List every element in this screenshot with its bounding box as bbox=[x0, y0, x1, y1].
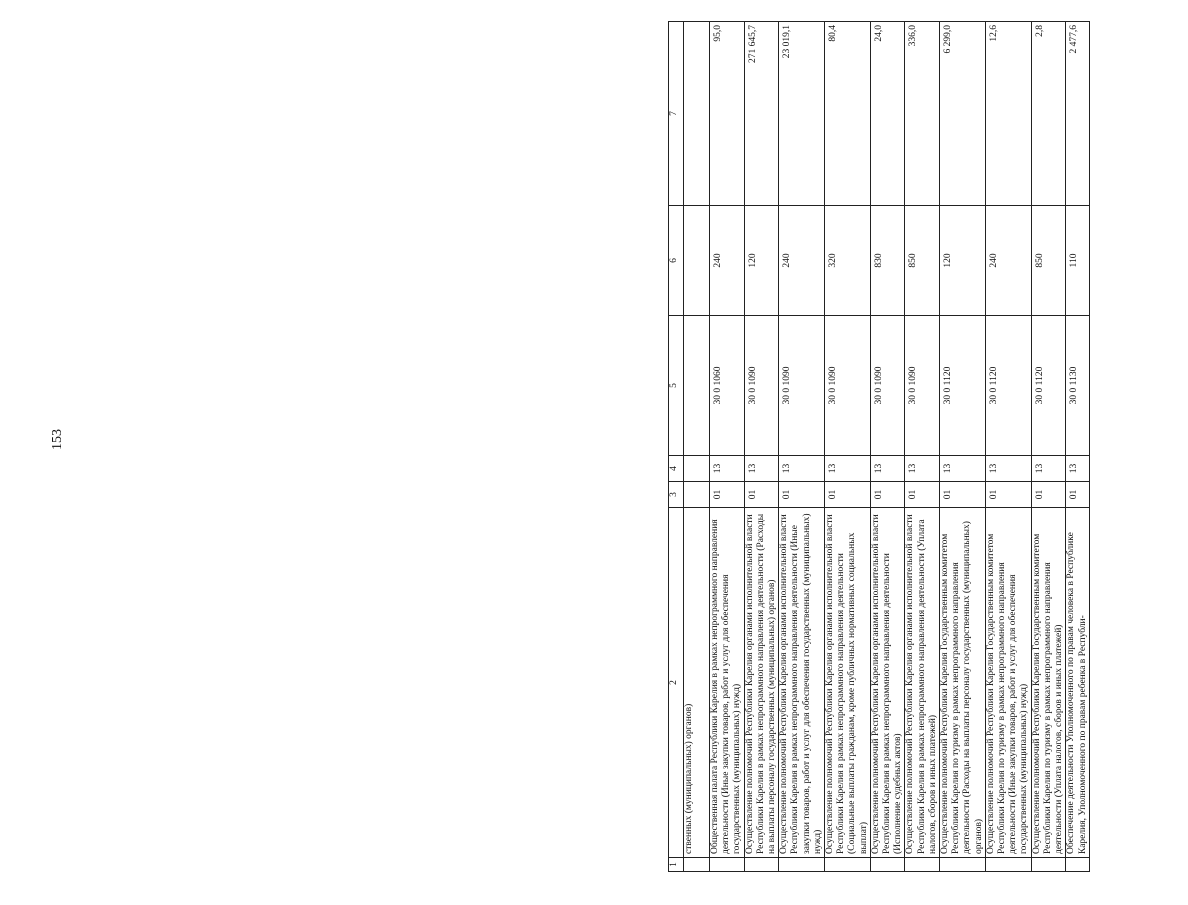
target-article-code: 30 0 1130 bbox=[1066, 316, 1089, 456]
subsection-code: 13 bbox=[940, 456, 986, 482]
subsection-code: 13 bbox=[825, 456, 871, 482]
section-code: 01 bbox=[905, 482, 940, 508]
expense-type-code: 240 bbox=[779, 206, 825, 316]
amount-value: 24,0 bbox=[870, 22, 905, 206]
table-row bbox=[825, 22, 871, 872]
row-description: Обеспечение деятельности Уполномоченного по правам человека в Республике Карелия, Уполномоченного по правам ребенка в Республи- bbox=[1066, 508, 1089, 858]
row-description: Осуществление полномочий Республики Карелия органами исполнительной власти Республики Карелия в рамках непрограммного направления деятельности (Иные закупки товаров, работ и услуг для обеспечения государственных (муниципальных) нужд) bbox=[779, 508, 825, 858]
target-article-code bbox=[684, 316, 710, 456]
subsection-code: 13 bbox=[1066, 456, 1089, 482]
table-header-row bbox=[669, 22, 684, 872]
column-header: 5 bbox=[669, 316, 684, 456]
target-article-code: 30 0 1120 bbox=[985, 316, 1031, 456]
section-code: 01 bbox=[1031, 482, 1066, 508]
amount-value: 6 299,0 bbox=[940, 22, 986, 206]
subsection-code: 13 bbox=[744, 456, 779, 482]
row-description: Осуществление полномочий Республики Карелия органами исполнительной власти Республики Карелия в рамках непрограммного направления деятельности (Уплата налогов, сборов и иных платежей) bbox=[905, 508, 940, 858]
table-row bbox=[905, 22, 940, 872]
column-header: 4 bbox=[669, 456, 684, 482]
row-number-cell bbox=[710, 858, 745, 872]
row-description: Осуществление полномочий Республики Карелия органами исполнительной власти Республики Карелия в рамках непрограммного направления деятельности (Расходы на выплаты персоналу государственных (муниципальных) органов) bbox=[744, 508, 779, 858]
row-number-cell bbox=[779, 858, 825, 872]
target-article-code: 30 0 1120 bbox=[940, 316, 986, 456]
subsection-code: 13 bbox=[905, 456, 940, 482]
amount-value: 2,8 bbox=[1031, 22, 1066, 206]
section-code: 01 bbox=[1066, 482, 1089, 508]
target-article-code: 30 0 1090 bbox=[825, 316, 871, 456]
column-header: 3 bbox=[669, 482, 684, 508]
budget-table-wrapper bbox=[668, 22, 1188, 872]
expense-type-code: 850 bbox=[1031, 206, 1066, 316]
table-row bbox=[710, 22, 745, 872]
column-header: 1 bbox=[669, 858, 684, 872]
row-description: Осуществление полномочий Республики Карелия Государственным комитетом Республики Карелия по туризму в рамках непрограммного направления деятельности (Уплата налогов, сборов и иных платежей) bbox=[1031, 508, 1066, 858]
expense-type-code: 120 bbox=[744, 206, 779, 316]
row-description: ственных (муниципальных) органов) bbox=[684, 508, 710, 858]
table-row bbox=[684, 22, 710, 872]
row-number-cell bbox=[744, 858, 779, 872]
row-number-cell bbox=[940, 858, 986, 872]
expense-type-code: 850 bbox=[905, 206, 940, 316]
target-article-code: 30 0 1090 bbox=[744, 316, 779, 456]
amount-value: 12,6 bbox=[985, 22, 1031, 206]
section-code bbox=[684, 482, 710, 508]
section-code: 01 bbox=[870, 482, 905, 508]
table-row bbox=[1066, 22, 1089, 872]
row-number-cell bbox=[1066, 858, 1089, 872]
amount-value: 271 645,7 bbox=[744, 22, 779, 206]
amount-value: 2 477,6 bbox=[1066, 22, 1089, 206]
row-number-cell bbox=[985, 858, 1031, 872]
expense-type-code: 830 bbox=[870, 206, 905, 316]
target-article-code: 30 0 1120 bbox=[1031, 316, 1066, 456]
row-number-cell bbox=[1031, 858, 1066, 872]
subsection-code: 13 bbox=[870, 456, 905, 482]
section-code: 01 bbox=[825, 482, 871, 508]
target-article-code: 30 0 1090 bbox=[779, 316, 825, 456]
section-code: 01 bbox=[779, 482, 825, 508]
table-row bbox=[985, 22, 1031, 872]
amount-value bbox=[684, 22, 710, 206]
row-description: Осуществление полномочий Республики Карелия Государственным комитетом Республики Карелия по туризму в рамках непрограммного направления деятельности (Иные закупки товаров, работ и услуг для обеспечения государственных (муниципальных) нужд) bbox=[985, 508, 1031, 858]
table-row bbox=[940, 22, 986, 872]
column-header: 6 bbox=[669, 206, 684, 316]
section-code: 01 bbox=[744, 482, 779, 508]
subsection-code: 13 bbox=[779, 456, 825, 482]
table-row bbox=[1031, 22, 1066, 872]
row-description: Осуществление полномочий Республики Карелия органами исполнительной власти Республики Карелия в рамках непрограммного направления деятельности (Исполнение судебных актов) bbox=[870, 508, 905, 858]
amount-value: 336,0 bbox=[905, 22, 940, 206]
amount-value: 80,4 bbox=[825, 22, 871, 206]
target-article-code: 30 0 1090 bbox=[870, 316, 905, 456]
target-article-code: 30 0 1060 bbox=[710, 316, 745, 456]
subsection-code bbox=[684, 456, 710, 482]
expense-type-code: 320 bbox=[825, 206, 871, 316]
expense-type-code: 110 bbox=[1066, 206, 1089, 316]
column-header: 7 bbox=[669, 22, 684, 206]
section-code: 01 bbox=[985, 482, 1031, 508]
expense-type-code: 240 bbox=[710, 206, 745, 316]
amount-value: 23 019,1 bbox=[779, 22, 825, 206]
row-description: Общественная палата Республики Карелия в рамках непрограммного направления деятельности (Иные закупки товаров, работ и услуг для обеспечения государственных (муниципальных) нужд) bbox=[710, 508, 745, 858]
amount-value: 95,0 bbox=[710, 22, 745, 206]
table-row bbox=[744, 22, 779, 872]
row-description: Осуществление полномочий Республики Карелия Государственным комитетом Республики Карелия по туризму в рамках непрограммного направления деятельности (Расходы на выплаты персоналу государственных (муниципальных) органов) bbox=[940, 508, 986, 858]
row-number-cell bbox=[825, 858, 871, 872]
expense-type-code: 120 bbox=[940, 206, 986, 316]
section-code: 01 bbox=[710, 482, 745, 508]
subsection-code: 13 bbox=[985, 456, 1031, 482]
expense-type-code: 240 bbox=[985, 206, 1031, 316]
budget-table bbox=[668, 21, 1090, 872]
table-row bbox=[779, 22, 825, 872]
table-row bbox=[870, 22, 905, 872]
target-article-code: 30 0 1090 bbox=[905, 316, 940, 456]
page-number: 153 bbox=[50, 429, 65, 450]
row-number-cell bbox=[870, 858, 905, 872]
subsection-code: 13 bbox=[1031, 456, 1066, 482]
column-header: 2 bbox=[669, 508, 684, 858]
section-code: 01 bbox=[940, 482, 986, 508]
subsection-code: 13 bbox=[710, 456, 745, 482]
row-description: Осуществление полномочий Республики Карелия органами исполнительной власти Республики Карелия в рамках непрограммного направления деятельности (Социальные выплаты гражданам, кроме публичных нормативных социальных выплат) bbox=[825, 508, 871, 858]
expense-type-code bbox=[684, 206, 710, 316]
row-number-cell bbox=[684, 858, 710, 872]
row-number-cell bbox=[905, 858, 940, 872]
